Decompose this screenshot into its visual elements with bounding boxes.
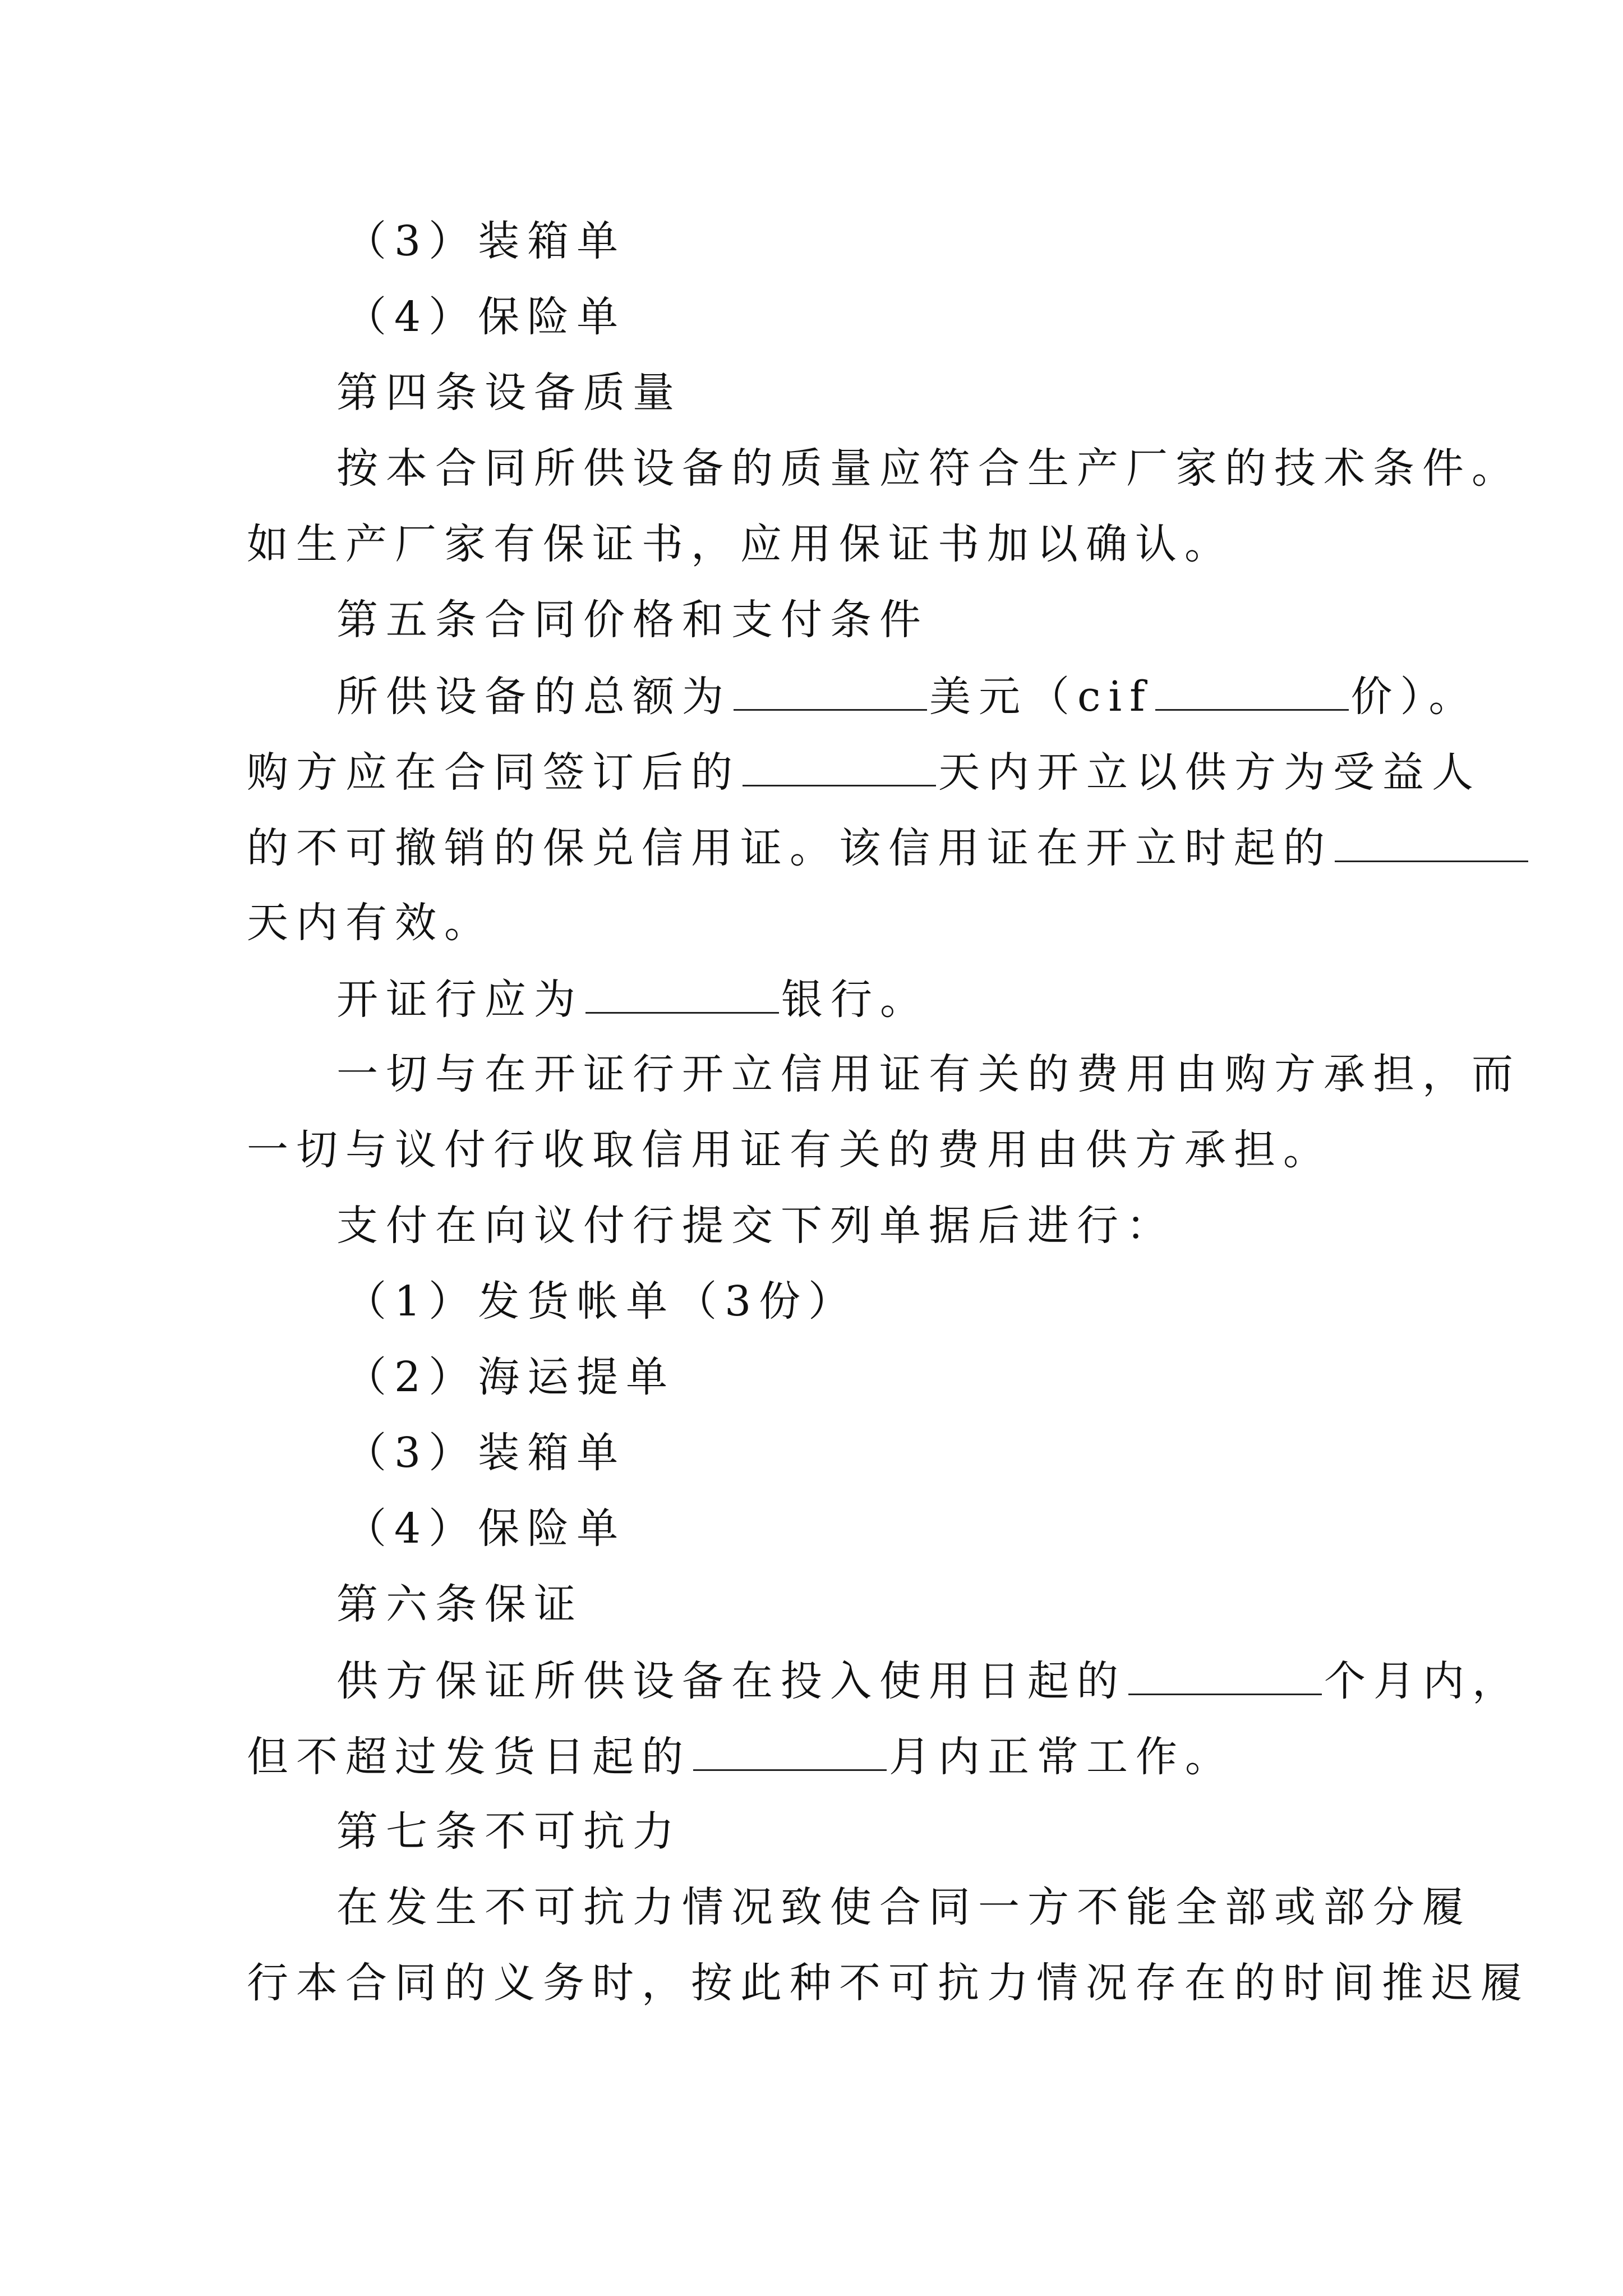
paragraph-line — [247, 819, 1402, 875]
text-run: 第七条不可抗力 — [336, 1807, 682, 1856]
section-heading — [336, 365, 1402, 421]
text-run: 行本合同的义务时，按此种不可抗力情况存在的时间推迟履 — [247, 1959, 1530, 2007]
text-run: （3）装箱单 — [345, 1429, 626, 1477]
text-run: 的不可撤销的保兑信用证。该信用证在开立时起的 — [247, 824, 1332, 872]
fill-in-blank — [734, 668, 927, 711]
list-item — [345, 1501, 1500, 1557]
fill-in-blank — [585, 970, 779, 1014]
text-run: 在发生不可抗力情况致使合同一方不能全部或部分履 — [336, 1883, 1472, 1931]
paragraph-line — [247, 1728, 1402, 1784]
text-run: （4）保险单 — [345, 1504, 626, 1553]
text-run: 第六条保证 — [336, 1580, 583, 1628]
list-item — [345, 289, 1500, 345]
fill-in-blank — [743, 743, 936, 786]
text-run: 按本合同所供设备的质量应符合生产厂家的技术条件。 — [336, 444, 1521, 493]
text-run: 支付在向议付行提交下列单据后进行： — [336, 1202, 1175, 1250]
list-item — [345, 1349, 1500, 1405]
text-run: 第五条合同价格和支付条件 — [336, 596, 929, 644]
text-run: 天内有效。 — [247, 899, 494, 947]
paragraph-line — [336, 668, 1478, 724]
paragraph-line — [336, 970, 1402, 1027]
text-run: 一切与议付行收取信用证有关的费用由供方承担。 — [247, 1126, 1332, 1174]
text-run: 供方保证所供设备在投入使用日起的 — [336, 1657, 1126, 1705]
text-run: 银行。 — [781, 976, 929, 1024]
fill-in-blank — [1155, 668, 1349, 711]
text-run: 价）。 — [1350, 673, 1478, 721]
text-run: （4）保险单 — [345, 293, 626, 341]
text-run: 美元（cif — [929, 673, 1153, 721]
list-item — [345, 213, 1500, 269]
paragraph-line — [336, 1198, 1402, 1254]
fill-in-blank — [693, 1728, 887, 1771]
text-run: 月内正常工作。 — [889, 1733, 1234, 1781]
text-run: 个月内， — [1324, 1657, 1521, 1705]
paragraph-line — [247, 895, 1402, 951]
paragraph-line — [336, 1046, 1521, 1102]
paragraph-line — [247, 743, 1481, 799]
text-run: 天内开立以供方为受益人 — [938, 748, 1481, 797]
text-run: （3）装箱单 — [345, 217, 626, 265]
text-run: 购方应在合同签订后的 — [247, 748, 740, 797]
fill-in-blank — [1335, 819, 1528, 862]
list-item — [345, 1425, 1500, 1481]
text-run: 如生产厂家有保证书，应用保证书加以确认。 — [247, 520, 1234, 568]
list-item — [345, 1273, 1500, 1329]
paragraph-line — [247, 516, 1402, 572]
paragraph-line — [336, 1879, 1472, 1935]
text-run: 但不超过发货日起的 — [247, 1733, 691, 1781]
section-heading — [336, 1576, 1402, 1632]
section-heading — [336, 1803, 1402, 1860]
text-run: 第四条设备质量 — [336, 369, 682, 417]
paragraph-line — [247, 1122, 1402, 1178]
fill-in-blank — [1128, 1652, 1322, 1695]
text-run: （2）海运提单 — [345, 1353, 676, 1401]
text-run: 一切与在开证行开立信用证有关的费用由购方承担，而 — [336, 1050, 1521, 1098]
text-run: 所供设备的总额为 — [336, 673, 731, 721]
paragraph-line — [336, 440, 1521, 496]
text-run: （1）发货帐单（3份） — [345, 1277, 858, 1326]
paragraph-line — [336, 1652, 1521, 1708]
paragraph-line — [247, 1955, 1530, 2011]
text-run: 开证行应为 — [336, 976, 583, 1024]
section-heading — [336, 592, 1402, 648]
